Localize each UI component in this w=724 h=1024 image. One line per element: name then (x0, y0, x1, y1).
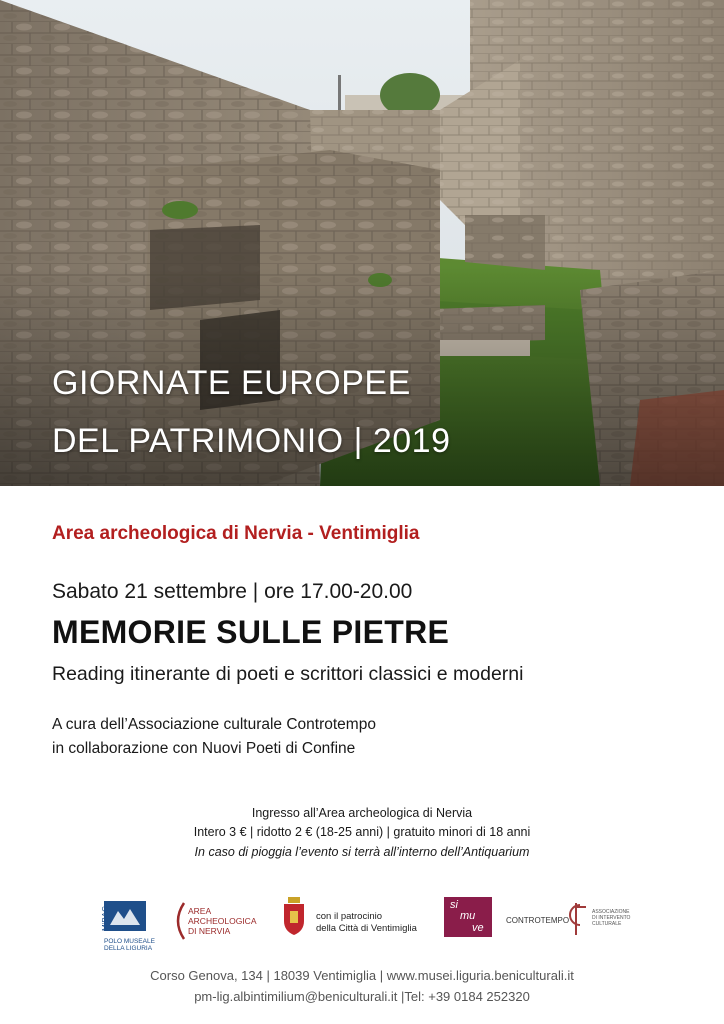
controtempo-line3: CULTURALE (592, 921, 622, 927)
comune-line1: con il patrocinio (316, 911, 383, 922)
controtempo-mark-icon (562, 901, 592, 937)
nervia-arc-icon (172, 901, 186, 941)
event-subtitle: Reading itinerante di poeti e scrittori classici e moderni (52, 663, 524, 685)
admission-heading: Ingresso all’Area archeologica di Nervia (251, 806, 473, 820)
nervia-line2: ARCHEOLOGICA (188, 916, 257, 926)
event-site: Area archeologica di Nervia - Ventimiglia (52, 523, 420, 544)
simuve-logo (444, 897, 492, 937)
event-date-time: Sabato 21 settembre | ore 17.00-20.00 (52, 580, 413, 603)
ruins-photo-illustration (0, 0, 724, 486)
mibac-line1: POLO MUSEALE (104, 938, 155, 945)
mibac-logo (101, 901, 155, 952)
hero-title-line2: DEL PATRIMONIO | 2019 (52, 422, 451, 460)
coat-of-arms-icon (282, 897, 306, 935)
hero-photo (0, 0, 724, 486)
event-credit-line2: in collaborazione con Nuovi Poeti di Confine (52, 740, 356, 757)
nervia-line3: DI NERVIA (188, 926, 231, 936)
footer-contacts: pm-lig.albintimilium@beniculturali.it |Tel: +39 0184 252320 (194, 989, 530, 1004)
controtempo-line2: DI INTERVENTO (592, 915, 631, 921)
admission-prices: Intero 3 € | ridotto 2 € (18-25 anni) | gratuito minori di 18 anni (193, 825, 531, 839)
controtempo-line1: ASSOCIAZIONE (592, 909, 630, 915)
comune-line2: della Città di Ventimiglia (316, 923, 417, 934)
simuve-line1: si (450, 899, 458, 911)
event-credit-line1: A cura dell’Associazione culturale Controtempo (52, 716, 376, 733)
footer-address: Corso Genova, 134 | 18039 Ventimiglia | www.musei.liguria.beniculturali.it (150, 968, 574, 983)
mibac-line2: DELLA LIGURIA (104, 945, 153, 952)
hero-title-line1: GIORNATE EUROPEE (52, 364, 411, 402)
event-title: MEMORIE SULLE PIETRE (52, 614, 450, 650)
nervia-line1: AREA (188, 906, 212, 916)
simuve-line2: mu (460, 910, 476, 922)
rain-notice: In caso di pioggia l’evento si terrà all’interno dell’Antiquarium (194, 845, 530, 859)
partner-logos (0, 895, 724, 955)
simuve-line3: ve (472, 922, 484, 934)
polo-museale-icon (104, 901, 146, 931)
controtempo-name: CONTROTEMPO (506, 916, 570, 925)
mibac-abbr: MiBAC (101, 906, 110, 931)
